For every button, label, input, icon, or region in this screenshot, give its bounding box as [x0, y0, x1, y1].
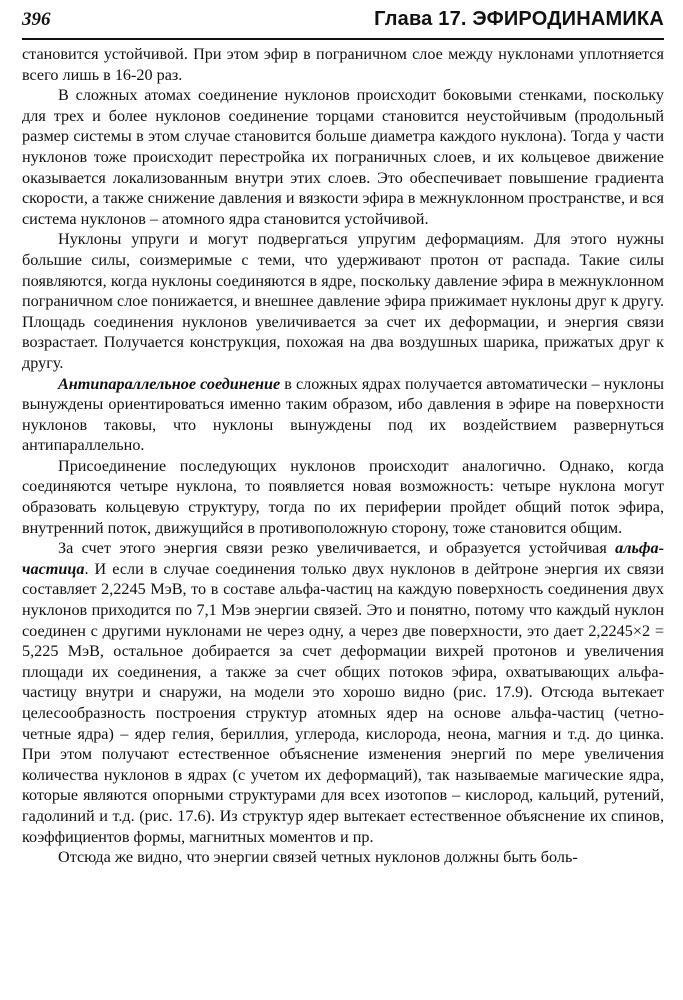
paragraph-3 [22, 229, 664, 373]
emphasized-term: Антипараллельное соединение [58, 374, 281, 393]
body-text [22, 44, 664, 868]
paragraph-5 [22, 456, 664, 538]
paragraph-6 [22, 538, 664, 847]
chapter-title: Глава 17. ЭФИРОДИНАМИКА [374, 8, 664, 30]
paragraph-text: становится устойчивой. При этом эфир в пограничном слое между нуклонами уплотняется всего лишь в 16-20 раз. [22, 45, 664, 84]
paragraph-text-lead: За счет этого энергия связи резко увеличивается, и образуется устойчивая [58, 539, 616, 558]
paragraph-text: Нуклоны упруги и могут подвергаться упругим деформациям. Для этого нужны большие силы, соизмеримые с теми, что удерживают протон от распада. Такие силы появляются, когда нуклоны соединяются в ядре, поскольку давление эфира в межнуклонном пограничном слое понижается, и внешнее давление эфира прижимает нуклоны друг к другу. Площадь соединения нуклонов увеличивается за счет их деформации, и энергия связи возрастает. Получается конструкция, похожая на два воздушных шарика, прижатых друг к другу. [22, 230, 664, 372]
paragraph-4 [22, 374, 664, 456]
page-number: 396 [22, 9, 51, 30]
paragraph-7 [22, 847, 664, 868]
paragraph-text: В сложных атомах соединение нуклонов происходит боковыми стенками, поскольку для трех и более нуклонов соединение торцами становится неустойчивым (продольный размер системы в этом случае становится больше диаметра каждого нуклона). Тогда у части нуклонов тоже происходит перестройка их пограничных слоев, и их кольцевое движение оказывается локализованным внутри этих слоев. Это обеспечивает повышение градиента скорости, а также снижение давления и вязкости эфира в межнуклонном пространстве, и вся система нуклонов – атомного ядра становится устойчивой. [22, 86, 664, 228]
paragraph-text: Отсюда же видно, что энергии связей четных нуклонов должны быть боль- [58, 848, 578, 867]
book-page [22, 8, 664, 868]
paragraph-2 [22, 85, 664, 229]
paragraph-1 [22, 44, 664, 85]
paragraph-text: в сложных ядрах получается автоматически – нуклоны вынуждены ориентироваться именно таким образом, ибо давления в эфире на поверхности нуклонов таковы, что нуклоны вынуждены под их воздействием развернуться антипараллельно. [22, 374, 664, 455]
emphasized-term: альфа-частица [22, 539, 664, 578]
page-header [22, 8, 664, 40]
paragraph-text: Присоединение последующих нуклонов происходит аналогично. Однако, когда соединяются четыре нуклона, то появляется новая возможность: четыре нуклона могут образовать кольцевую структуру, тогда по их периферии пройдет общий поток эфира, внутренний поток, движущийся в противоположную сторону, тоже становится общим. [22, 456, 664, 537]
paragraph-text: . И если в случае соединения только двух нуклонов в дейтроне энергия их связи составляет 2,2245 МэВ, то в составе альфа-частиц на каждую поверхность соединения двух нуклонов приходится по 7,1 Мэв энергии связей. Это и понятно, потому что каждый нуклон соединен с другими нуклонами не через одну, а через две поверхности, это дает 2,2245×2 = 5,225 МэВ, остальное добирается за счет деформации вихрей протонов и увеличения площади их соединения, а также за счет общих потоков эфира, охватывающих альфа-частицу внутри и снаружи, на модели это хорошо видно (рис. 17.9). Отсюда вытекает целесообразность построения структур атомных ядер на основе альфа-частиц (четно-четные ядра) – ядер гелия, бериллия, углерода, кислорода, неона, магния и т.д. до цинка. При этом получают естественное объяснение изменения энергий по мере увеличения количества нуклонов в ядрах (с учетом их деформаций), так называемые магические ядра, которые являются опорными структурами для всех изотопов – кислород, кальций, рутений, гадолиний и т.д. (рис. 17.6). Из структур ядер вытекает естественное объяснение их спинов, коэффициентов формы, магнитных моментов и пр. [22, 559, 664, 846]
